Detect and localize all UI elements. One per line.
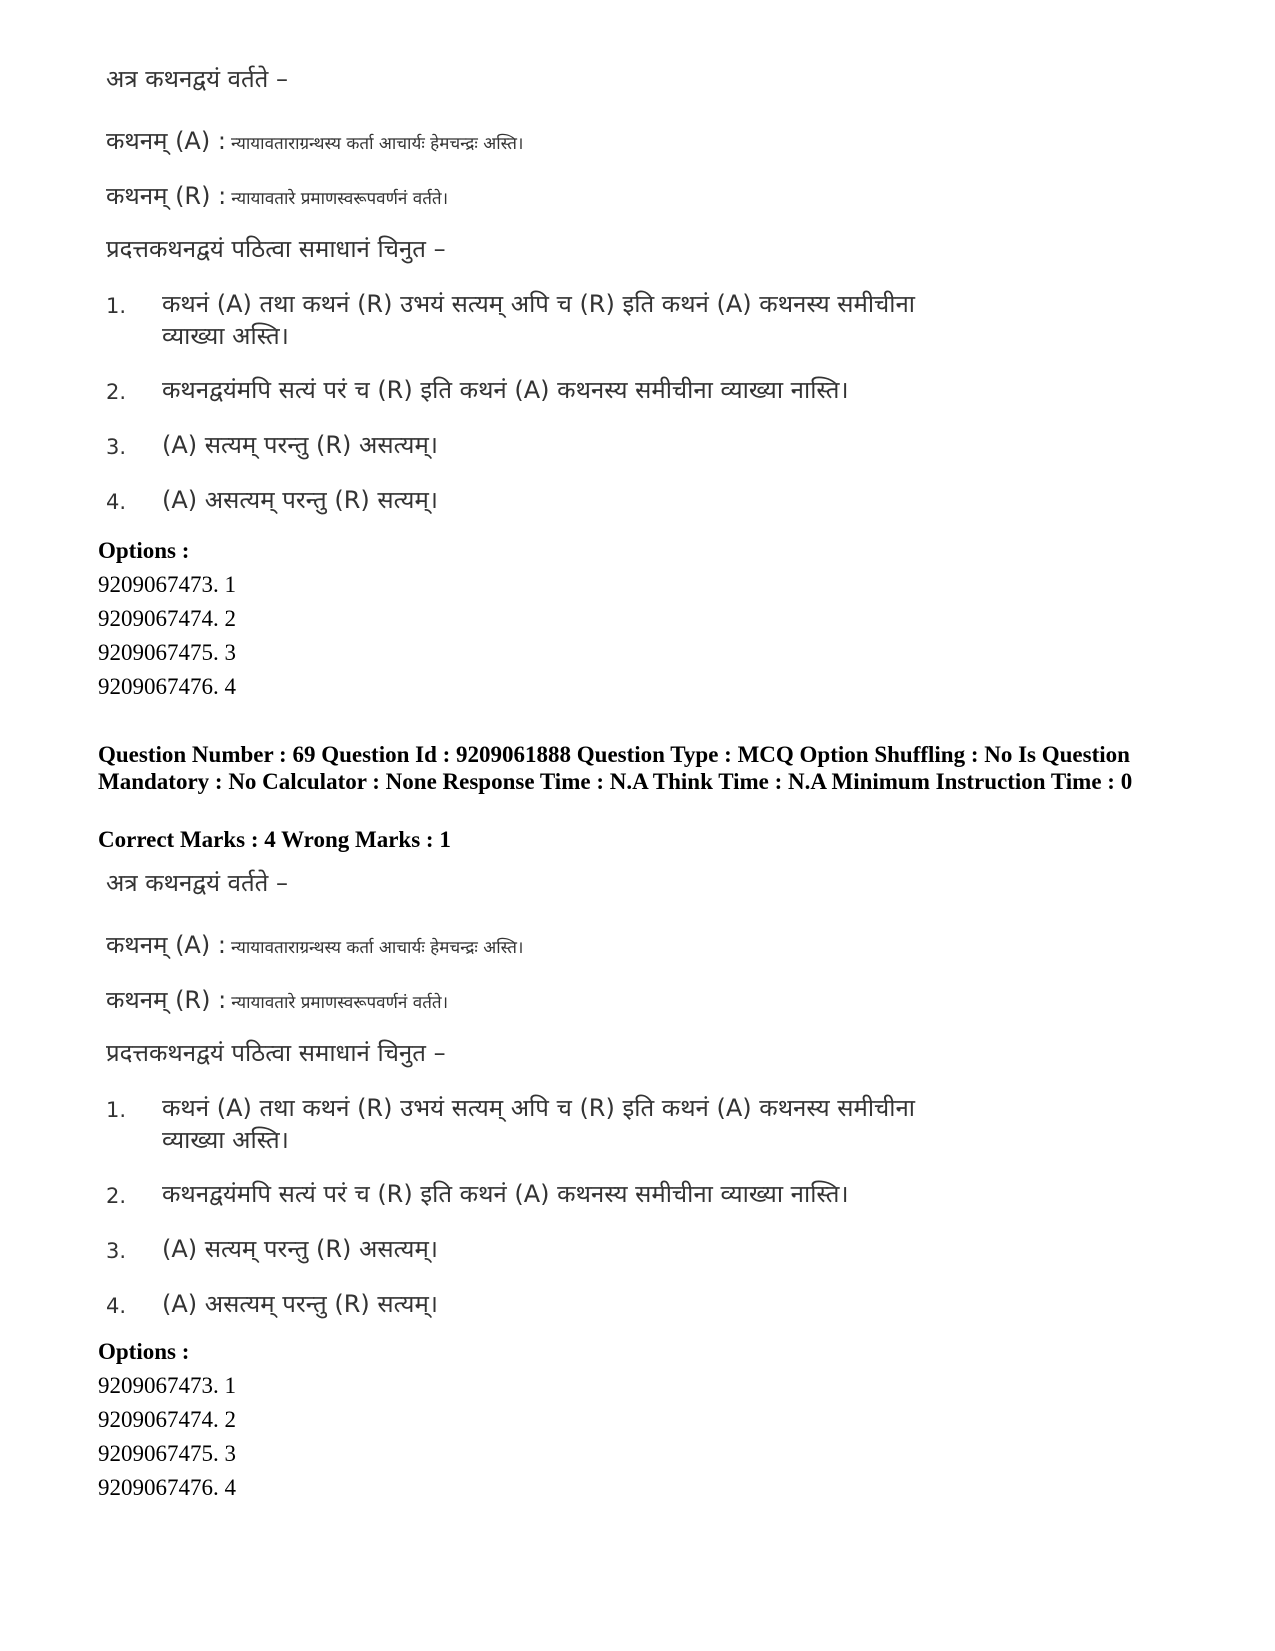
choice-text: कथनद्वयंमपि सत्यं परं च (R) इति कथनं (A) कथनस्य समीचीना व्याख्या नास्ति।: [162, 376, 849, 404]
choice-number: 4.: [106, 1294, 127, 1318]
option-item: 9209067474. 2: [98, 1407, 236, 1432]
choice-number: 1.: [106, 1098, 127, 1122]
statement-a-text: न्यायावताराग्रन्थस्य कर्ता आचार्यः हेमचन्द्रः अस्ति।: [231, 938, 524, 958]
choice-number: 2.: [106, 380, 127, 404]
options-list: [98, 1335, 236, 1505]
choice-text: कथनं (A) तथा कथनं (R) उभयं सत्यम् अपि च (R) इति कथनं (A) कथनस्य समीचीना व्याख्या अस्ति।: [162, 1094, 916, 1154]
statement-a: [106, 928, 523, 961]
statement-a-text: न्यायावताराग्रन्थस्य कर्ता आचार्यः हेमचन्द्रः अस्ति।: [231, 134, 524, 154]
choice-number: 1.: [106, 294, 127, 318]
option-item: 9209067474. 2: [98, 606, 236, 631]
prompt-text: प्रदत्तकथनद्वयं पठित्वा समाधानं चिनुत –: [106, 1039, 446, 1067]
prompt-text: प्रदत्तकथनद्वयं पठित्वा समाधानं चिनुत –: [106, 235, 446, 263]
choice-text: (A) सत्यम् परन्तु (R) असत्यम्।: [162, 431, 438, 459]
statement-a-label: कथनम् (A) :: [106, 127, 226, 155]
option-item: 9209067475. 3: [98, 1441, 236, 1466]
option-item: 9209067476. 4: [98, 674, 236, 699]
choice-text: (A) असत्यम् परन्तु (R) सत्यम्।: [162, 1290, 438, 1318]
choice-text: कथनं (A) तथा कथनं (R) उभयं सत्यम् अपि च (R) इति कथनं (A) कथनस्य समीचीना व्याख्या अस्ति।: [162, 290, 916, 350]
statement-r-label: कथनम् (R) :: [106, 182, 227, 210]
options-heading: Options :: [98, 538, 190, 563]
statement-r-text: न्यायावतारे प्रमाणस्वरूपवर्णनं वर्तते।: [231, 993, 449, 1013]
statement-r: [106, 983, 448, 1016]
choice-number: 4.: [106, 490, 127, 514]
option-item: 9209067473. 1: [98, 572, 236, 597]
choice-number: 2.: [106, 1184, 127, 1208]
statement-a-label: कथनम् (A) :: [106, 931, 226, 959]
choice-text: (A) सत्यम् परन्तु (R) असत्यम्।: [162, 1235, 438, 1263]
choice-text: (A) असत्यम् परन्तु (R) सत्यम्।: [162, 486, 438, 514]
option-item: 9209067473. 1: [98, 1373, 236, 1398]
options-heading: Options :: [98, 1339, 190, 1364]
intro-text: अत्र कथनद्वयं वर्तते –: [106, 869, 288, 897]
choice-number: 3.: [106, 435, 127, 459]
option-item: 9209067475. 3: [98, 640, 236, 665]
statement-r-text: न्यायावतारे प्रमाणस्वरूपवर्णनं वर्तते।: [231, 189, 449, 209]
statement-r: [106, 179, 448, 212]
option-item: 9209067476. 4: [98, 1475, 236, 1500]
options-list: [98, 534, 236, 704]
marks-line: Correct Marks : 4 Wrong Marks : 1: [98, 827, 451, 852]
intro-text: अत्र कथनद्वयं वर्तते –: [106, 65, 288, 93]
choice-text: कथनद्वयंमपि सत्यं परं च (R) इति कथनं (A) कथनस्य समीचीना व्याख्या नास्ति।: [162, 1180, 849, 1208]
statement-a: [106, 124, 523, 157]
question-meta: Question Number : 69 Question Id : 9209061888 Question Type : MCQ Option Shuffling : No Is Question Mandatory : No Calculator : None Response Time : N.A Think Time : N.A Minimum Instruction Time : 0: [98, 742, 1133, 794]
choice-number: 3.: [106, 1239, 127, 1263]
statement-r-label: कथनम् (R) :: [106, 986, 227, 1014]
